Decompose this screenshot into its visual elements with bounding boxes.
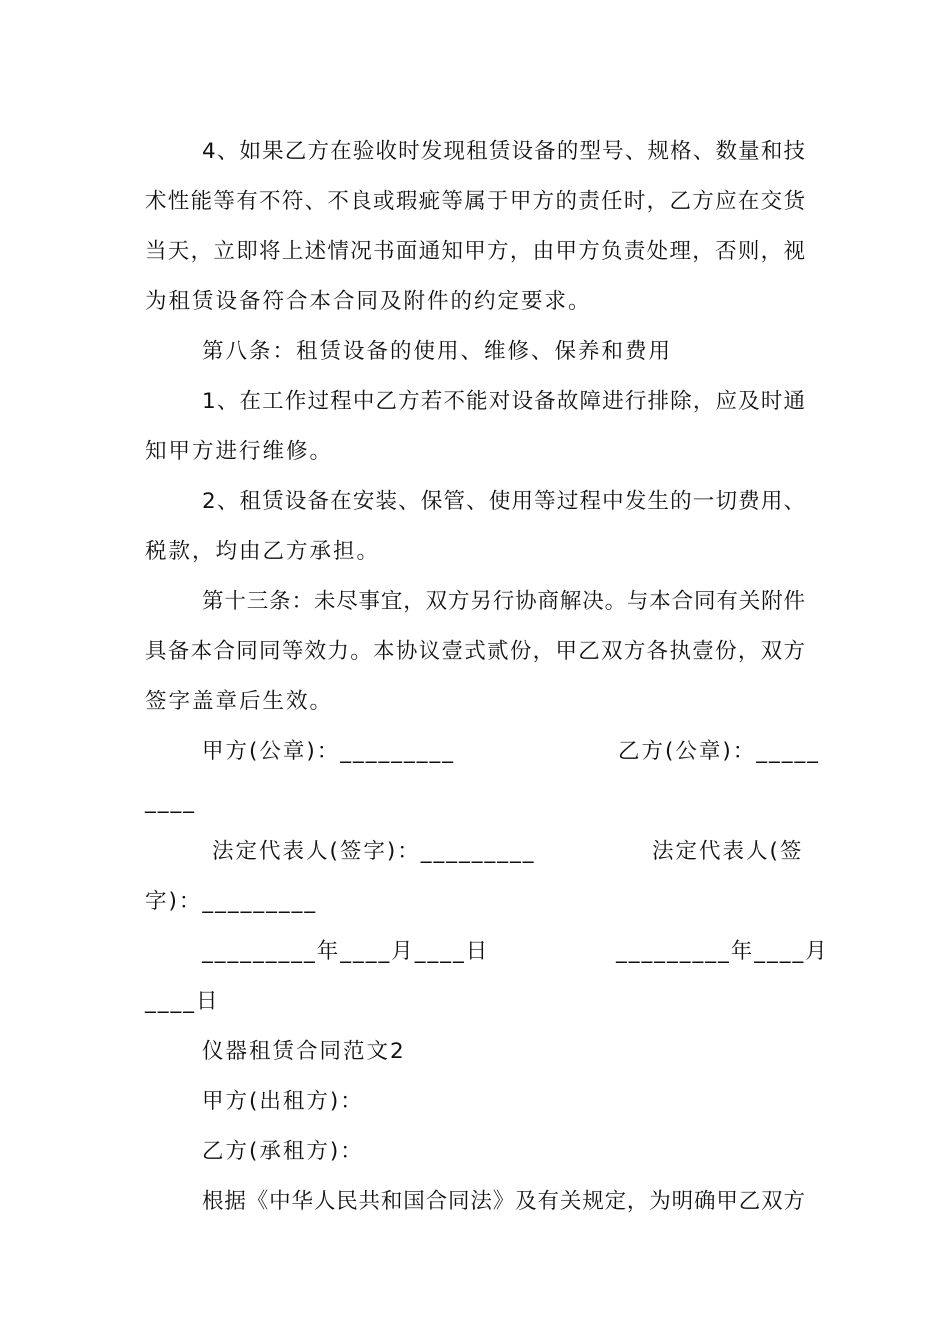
article-13-line-2: 具备本合同同等效力。本协议壹式贰份，甲乙双方各执壹份，双方 bbox=[145, 639, 805, 664]
article-13-line-1: 第十三条：未尽事宜，双方另行协商解决。与本合同有关附件 bbox=[202, 589, 805, 614]
item-1-line-1: 1、在工作过程中乙方若不能对设备故障进行排除，应及时通 bbox=[202, 389, 805, 414]
article-8-heading: 第八条：租赁设备的使用、维修、保养和费用 bbox=[202, 339, 673, 364]
item-2-line-1: 2、租赁设备在安装、保管、使用等过程中发生的一切费用、 bbox=[202, 489, 805, 514]
template-2-title: 仪器租赁合同范文2 bbox=[202, 1039, 406, 1064]
preamble-line-1: 根据《中华人民共和国合同法》及有关规定，为明确甲乙双方 bbox=[202, 1189, 805, 1214]
article-13-line-3: 签字盖章后生效。 bbox=[145, 689, 334, 714]
clause-4-line-3: 当天，立即将上述情况书面通知甲方，由甲方负责处理，否则，视 bbox=[145, 239, 805, 264]
party-b-date-field-continued: ____日 bbox=[145, 989, 220, 1014]
party-b-date-field: _________年____月 bbox=[616, 939, 829, 964]
clause-4-line-2: 术性能等有不符、不良或瑕疵等属于甲方的责任时，乙方应在交货 bbox=[145, 189, 805, 214]
clause-4-line-4: 为租赁设备符合本合同及附件的约定要求。 bbox=[145, 289, 592, 314]
lessee-label: 乙方(承租方)： bbox=[202, 1139, 364, 1164]
clause-4-line-1: 4、如果乙方在验收时发现租赁设备的型号、规格、数量和技 bbox=[202, 139, 805, 164]
party-a-date-field: _________年____月____日 bbox=[202, 939, 490, 964]
party-b-representative-field-continued: 字)：_________ bbox=[145, 889, 318, 914]
party-b-seal-field: 乙方(公章)：_____ bbox=[618, 739, 821, 764]
party-b-seal-field-continued: ____ bbox=[145, 789, 196, 814]
item-2-line-2: 税款，均由乙方承担。 bbox=[145, 539, 381, 564]
lessor-label: 甲方(出租方)： bbox=[202, 1089, 364, 1114]
party-a-seal-field: 甲方(公章)：_________ bbox=[202, 739, 456, 764]
party-a-representative-field: 法定代表人(签字)：_________ bbox=[212, 839, 536, 864]
item-1-line-2: 知甲方进行维修。 bbox=[145, 439, 334, 464]
party-b-representative-field: 法定代表人(签 bbox=[652, 839, 804, 864]
